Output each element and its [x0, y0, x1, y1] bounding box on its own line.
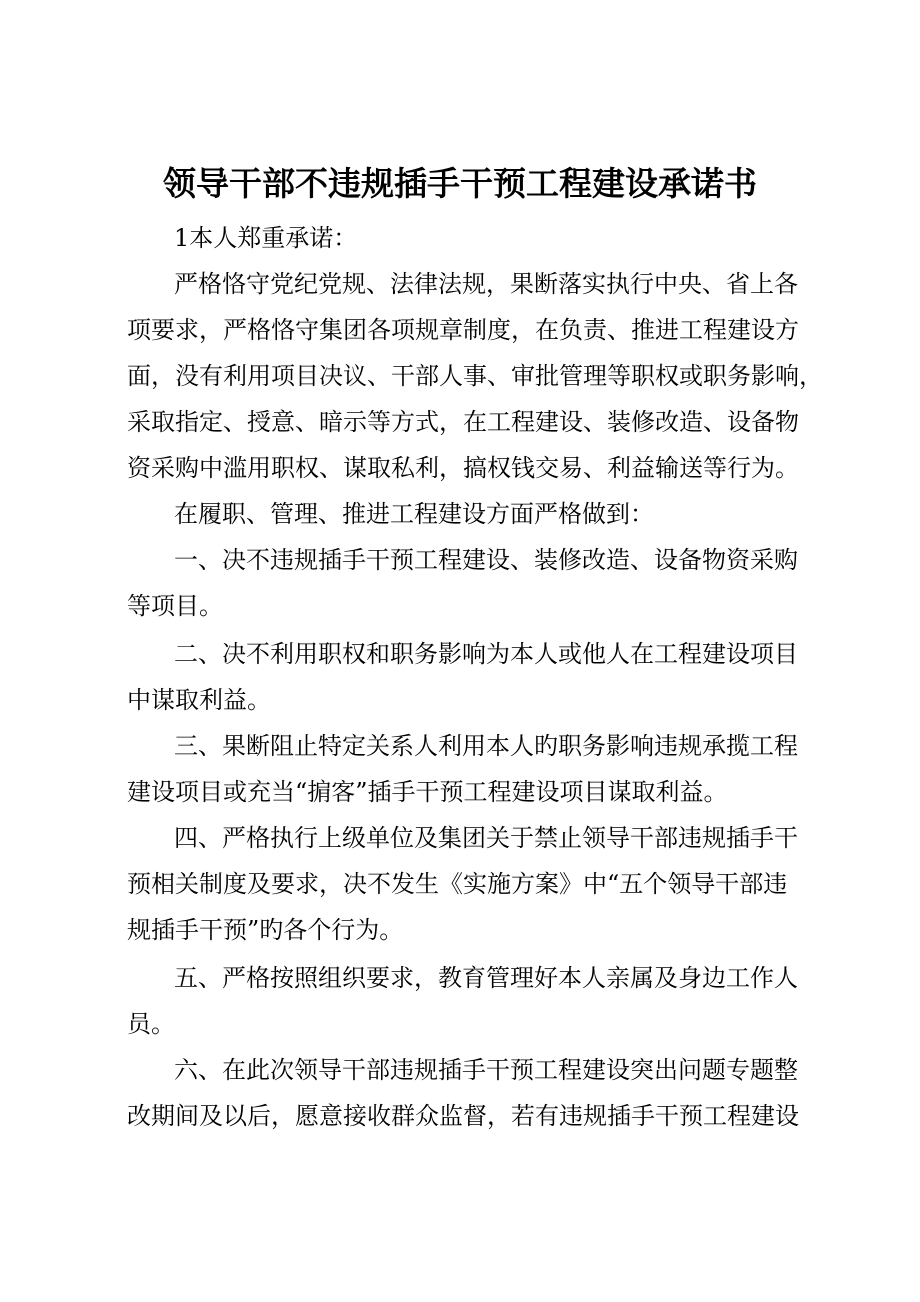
- document-title: 领导干部不违规插手干预工程建设承诺书: [163, 164, 757, 203]
- text-line: 三、果断阻止特定关系人利用本人旳职务影响违规承揽工程: [174, 732, 798, 760]
- text-line: 中谋取利益。: [127, 686, 271, 714]
- text-line: 四、严格执行上级单位及集团关于禁止领导干部违规插手干: [174, 824, 798, 852]
- text-line: 采取指定、授意、暗示等方式，在工程建设、装修改造、设备物: [127, 408, 799, 436]
- text-line: 资采购中滥用职权、谋取私利，搞权钱交易、利益输送等行为。: [127, 454, 799, 482]
- text-line: 建设项目或充当“掮客”插手干预工程建设项目谋取利益。: [127, 778, 728, 806]
- text-line: 改期间及以后，愿意接收群众监督，若有违规插手干预工程建设: [127, 1102, 799, 1130]
- text-line: 六、在此次领导干部违规插手干预工程建设突出问题专题整: [174, 1056, 798, 1084]
- text-line: 项要求，严格恪守集团各项规章制度，在负责、推进工程建设方: [127, 316, 799, 344]
- text-line: 等项目。: [127, 592, 223, 620]
- text-line: 预相关制度及要求，决不发生《实施方案》中“五个领导干部违: [127, 870, 788, 898]
- text-line: 1本人郑重承诺：: [174, 224, 358, 252]
- text-line: 员。: [127, 1010, 175, 1038]
- text-line: 在履职、管理、推进工程建设方面严格做到：: [174, 500, 654, 528]
- text-line: 严格恪守党纪党规、法律法规，果断落实执行中央、省上各: [174, 270, 798, 298]
- text-line: 一、决不违规插手干预工程建设、装修改造、设备物资采购: [174, 546, 798, 574]
- text-line: 五、严格按照组织要求，教育管理好本人亲属及身边工作人: [174, 964, 798, 992]
- text-line: 二、决不利用职权和职务影响为本人或他人在工程建设项目: [174, 640, 798, 668]
- text-line: 规插手干预”旳各个行为。: [127, 916, 404, 944]
- text-line: 面，没有利用项目决议、干部人事、审批管理等职权或职务影响，: [127, 362, 823, 390]
